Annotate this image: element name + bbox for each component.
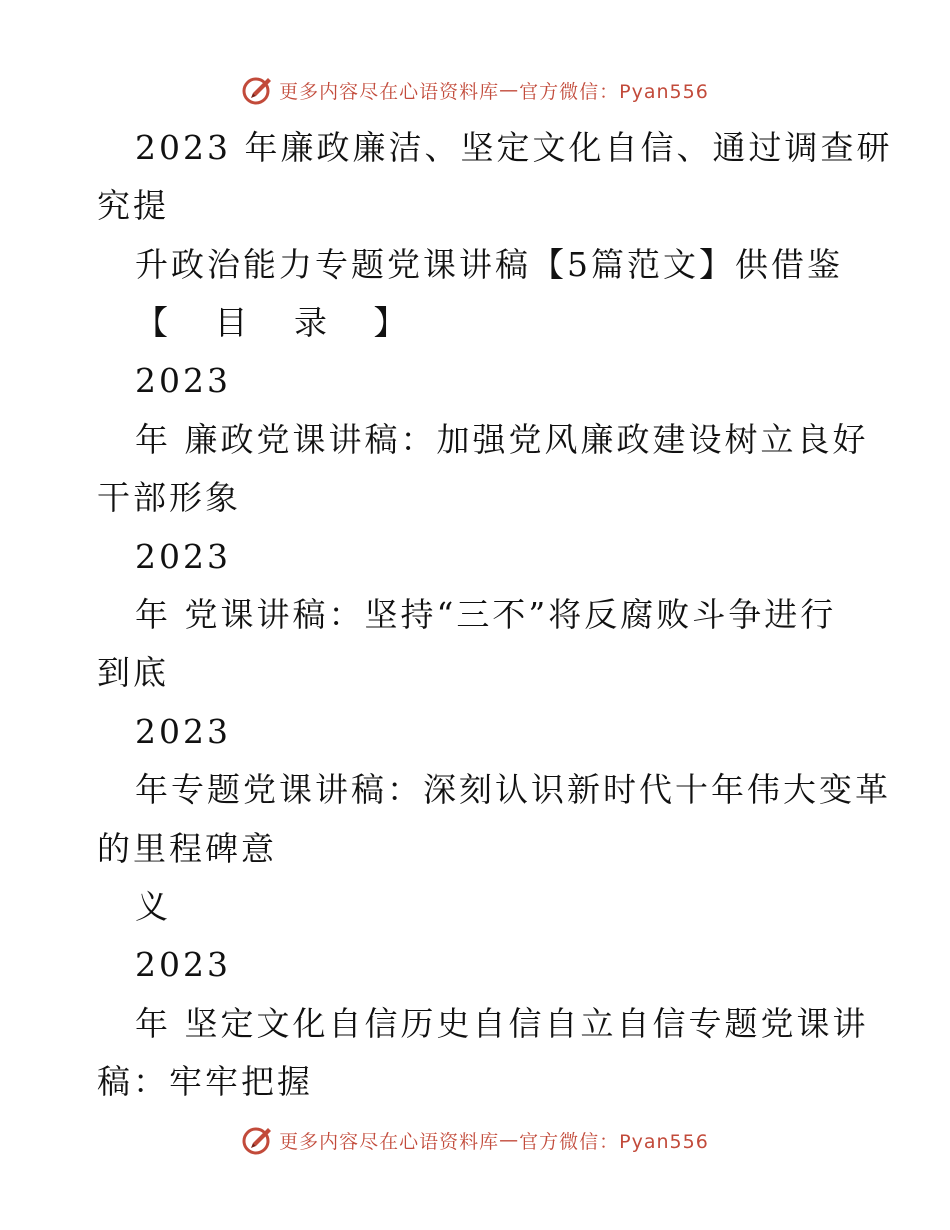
toc-heading: 【 目 录 】 bbox=[135, 303, 425, 342]
doc-line: 干部形象 bbox=[97, 478, 241, 517]
banner-separator: — bbox=[499, 79, 520, 101]
doc-line: 年 廉政党课讲稿：加强党风廉政建设树立良好 bbox=[135, 420, 869, 459]
doc-line: 2023 bbox=[135, 945, 231, 984]
doc-line: 2023 年廉政廉洁、坚定文化自信、通过调查研 bbox=[135, 128, 893, 167]
banner-text: 更多内容尽在心语资料库 bbox=[279, 80, 500, 103]
doc-line: 年 党课讲稿：坚持“三不”将反腐败斗争进行 bbox=[135, 595, 837, 634]
doc-line: 升政治能力专题党课讲稿【5篇范文】供借鉴 bbox=[135, 245, 843, 284]
doc-line: 2023 bbox=[135, 537, 231, 576]
header-banner bbox=[0, 70, 950, 110]
doc-line: 2023 bbox=[135, 361, 231, 400]
doc-line: 稿：牢牢把握 bbox=[97, 1062, 313, 1101]
doc-line: 年专题党课讲稿：深刻认识新时代十年伟大变革 bbox=[135, 770, 891, 809]
doc-line: 到底 bbox=[97, 653, 169, 692]
doc-line: 的里程碑意 bbox=[97, 829, 277, 868]
pen-circle-logo-icon bbox=[241, 73, 275, 107]
banner-separator: — bbox=[499, 1129, 520, 1151]
pen-circle-logo-icon bbox=[241, 1123, 275, 1157]
footer-banner bbox=[0, 1120, 950, 1160]
banner-wechat: 官方微信：Pyan556 bbox=[519, 1130, 709, 1153]
doc-line: 2023 bbox=[135, 712, 231, 751]
banner-text: 更多内容尽在心语资料库 bbox=[279, 1130, 500, 1153]
doc-line: 义 bbox=[135, 887, 171, 926]
banner-wechat: 官方微信：Pyan556 bbox=[519, 80, 709, 103]
doc-line: 年 坚定文化自信历史自信自立自信专题党课讲 bbox=[135, 1004, 869, 1043]
doc-line: 究提 bbox=[97, 186, 169, 225]
